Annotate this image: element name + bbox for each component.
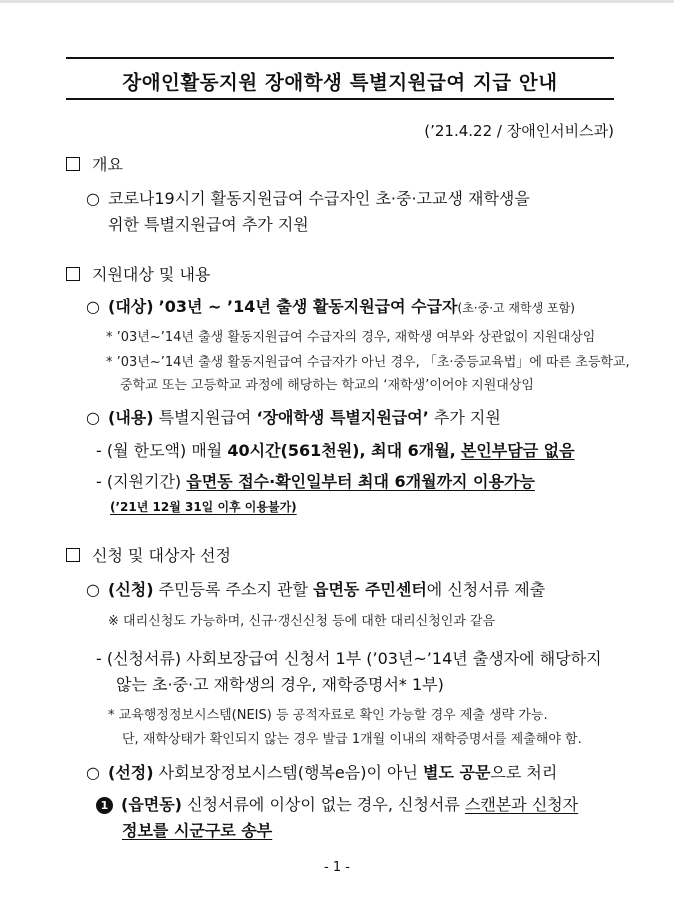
overview-line-2: 위한 특별지원급여 추가 지원 [108,215,309,234]
selection-step-1-line-2: 정보를 시군구로 송부 [122,821,273,840]
target-note-2: * ’03년~’14년 출생 활동지원급여 수급자가 아닌 경우, 「초·중등교육법」에 따른 초등학교, [106,355,630,370]
checkbox-square-icon [66,157,80,171]
docs-note-2: 단, 재학상태가 확인되지 않는 경우 발급 1개월 이내의 재학증명서를 제출해야 함. [122,732,582,747]
selection-line: ○ (선정) 사회보장정보시스템(행복e음)이 아닌 별도 공문으로 처리 [86,763,558,782]
page-top-border [0,0,674,3]
page-number: - 1 - [324,860,350,875]
circle-bullet-icon: ○ [86,580,100,599]
target-line: ○ (대상) ’03년 ~ ’14년 출생 활동지원급여 수급자(초·중·고 재학생 포함) [86,297,575,316]
overview-line-1: ○ 코로나19시기 활동지원급여 수급자인 초·중·고교생 재학생을 [86,189,530,208]
monthly-limit-line: - (월 한도액) 매월 40시간(561천원), 최대 6개월, 본인부담금 없음 [96,441,575,460]
title-bottom-rule [66,98,614,100]
circle-bullet-icon: ○ [86,408,100,427]
circle-bullet-icon: ○ [86,763,100,782]
support-period-note: (’21년 12월 31일 이후 이용불가) [110,500,297,514]
page-title: 장애인활동지원 장애학생 특별지원급여 지급 안내 [122,71,558,94]
apply-line: ○ (신청) 주민등록 주소지 관할 읍면동 주민센터에 신청서류 제출 [86,580,546,599]
proxy-application-note: ※ 대리신청도 가능하며, 신규·갱신신청 등에 대한 대리신청인과 같음 [108,614,496,629]
circle-bullet-icon: ○ [86,189,100,208]
support-period-line: - (지원기간) 읍면동 접수·확인일부터 최대 6개월까지 이용가능 [96,472,535,491]
target-note-1: * ’03년~’14년 출생 활동지원급여 수급자의 경우, 재학생 여부와 상관없이 지원대상임 [106,330,596,345]
title-top-rule [66,57,614,59]
content-line: ○ (내용) 특별지원급여 ‘장애학생 특별지원급여’ 추가 지원 [86,408,501,427]
checkbox-square-icon [66,267,80,281]
section-overview-heading: 개요 [66,152,123,175]
selection-step-1-line-1: 1 (읍면동) 신청서류에 이상이 없는 경우, 신청서류 스캔본과 신청자 [96,792,578,815]
section-application-heading: 신청 및 대상자 선정 [66,543,231,566]
application-docs-line-2: 않는 초·중·고 재학생의 경우, 재학증명서* 1부) [116,675,444,694]
docs-note-1: * 교육행정정보시스템(NEIS) 등 공적자료로 확인 가능할 경우 제출 생략 가능. [108,708,548,723]
application-docs-line-1: - (신청서류) 사회보장급여 신청서 1부 (’03년~’14년 출생자에 해당하지 [96,649,602,668]
filled-number-circle-icon: 1 [96,797,113,814]
checkbox-square-icon [66,548,80,562]
section-target-heading: 지원대상 및 내용 [66,262,210,285]
circle-bullet-icon: ○ [86,297,100,316]
target-note-3: 중학교 또는 고등학교 과정에 해당하는 학교의 ‘재학생’이어야 지원대상임 [120,378,534,393]
date-department: (’21.4.22 / 장애인서비스과) [424,122,614,140]
